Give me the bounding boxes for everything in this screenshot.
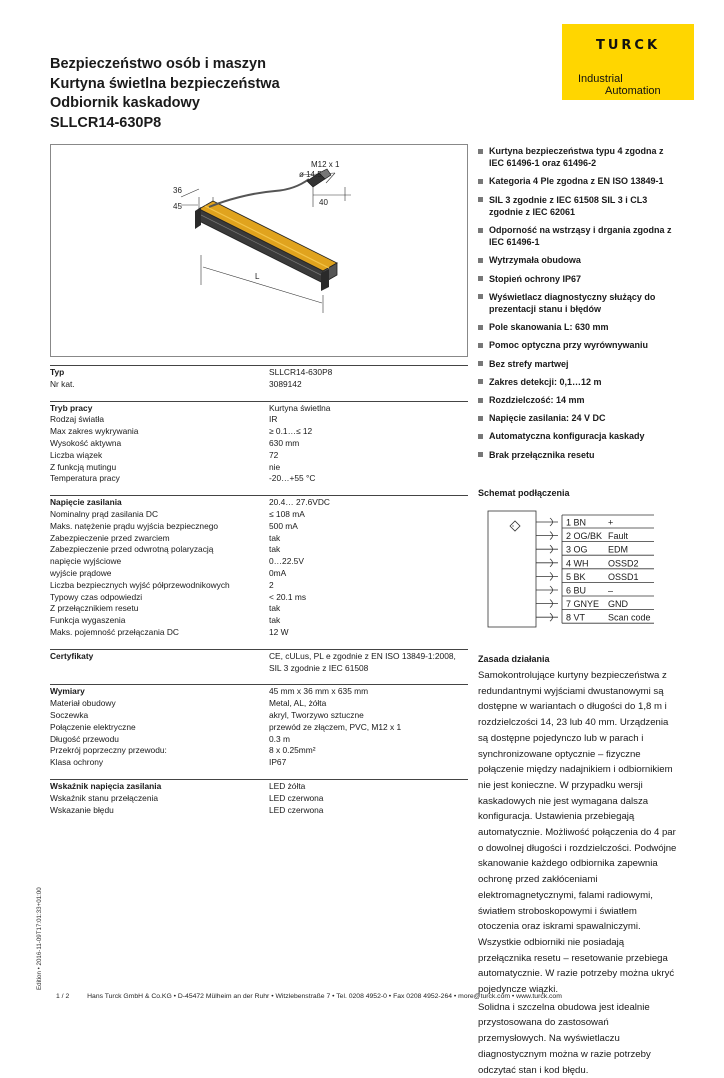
- feature-item: [478, 376, 678, 388]
- spec-row: [50, 450, 468, 462]
- feature-item: [478, 358, 678, 370]
- page-number: 1 / 2: [56, 993, 70, 1000]
- operation-title: Zasada działania: [478, 654, 550, 664]
- spec-key: napięcie wyjściowe: [50, 556, 122, 567]
- spec-value: 45 mm x 36 mm x 635 mm: [269, 686, 369, 697]
- spec-key: Funkcja wygaszenia: [50, 615, 126, 626]
- spec-value: CE, cULus, PL e zgodnie z EN ISO 13849-1:2008, SIL 3 zgodnie z IEC 61508: [269, 650, 456, 673]
- pin-label: 1 BN: [566, 517, 587, 528]
- feature-text: SIL 3 zgodnie z IEC 61508 SIL 3 i CL3 zgodnie z IEC 62061: [489, 194, 648, 217]
- bullet-square-icon: [478, 343, 483, 348]
- spec-value: LED czerwona: [269, 804, 324, 815]
- spec-row: [50, 615, 468, 627]
- operation-paragraph-1: Samokontrolujące kurtyny bezpieczeństwa z redundantnymi wyjściami dwustanowymi są dostępne w wariantach o długości do 1,8 m i rozdzielczości 14, 23 lub 40 mm. Urządzenia są dostępne pojedynczo lub w parach i synchronizowane optycznie – fizyczne połączenie między nadajnikiem i odbiornikiem nie jest konieczne. W przypadku wersji kaskadowych nie jest wymagana dalsza konfiguracja. Ustawienia przebiegają automatycznie. Możliwość połączenia do 4 par o dowolnej długości i rozdzielczości. Podwójne skanowanie każdego odbiornika zapewnia ochronę przed zakłóceniami elektromagnetycznymi, falami radiowymi, światłem stroboskopowymi i światłem otoczenia oraz iskrami spawalniczymi. Wszystkie odbiorniki nie posiadają przełącznika resetu – resetowanie przebiega automatycznie. W razie potrzeby można ukryć pojedyncze wiązki.: [478, 670, 677, 996]
- spec-key: Zabezpieczenie przed zwarciem: [50, 532, 170, 543]
- pin-signal: GND: [608, 599, 628, 610]
- title-line-3: Odbiornik kaskadowy: [50, 95, 200, 111]
- receiver-symbol-icon: [510, 521, 520, 531]
- spec-key: Typowy czas odpowiedzi: [50, 591, 143, 602]
- spec-key: Tryb pracy: [50, 402, 93, 413]
- spec-value: LED żółta: [269, 780, 306, 791]
- title-line-2: Kurtyna świetlna bezpieczeństwa: [50, 75, 280, 92]
- feature-text: Kurtyna bezpieczeństwa typu 4 zgodna z IEC 61496-1 oraz 61496-2: [489, 146, 664, 169]
- bullet-square-icon: [478, 416, 483, 421]
- bullet-square-icon: [478, 197, 483, 202]
- spec-key: Rodzaj światła: [50, 414, 104, 425]
- wiring-schematic: [478, 508, 656, 638]
- pin-label: 7 GNYE: [566, 599, 600, 610]
- spec-key: Max zakres wykrywania: [50, 426, 139, 437]
- spec-value: < 20.1 ms: [269, 591, 307, 602]
- spec-row: [50, 745, 468, 757]
- spec-group-header: [50, 686, 468, 698]
- spec-row: [50, 544, 468, 556]
- bullet-square-icon: [478, 179, 483, 184]
- spec-value: 72: [269, 449, 279, 460]
- spec-group: [50, 365, 468, 391]
- pin-label: 2 OG/BK: [566, 531, 603, 542]
- spec-row: [50, 627, 468, 639]
- spec-row: [50, 793, 468, 805]
- turck-logo: [562, 24, 694, 100]
- feature-text: Pomoc optyczna przy wyrównywaniu: [489, 340, 649, 351]
- dim-45: 45: [173, 202, 182, 211]
- pin-signal: Fault: [608, 531, 629, 542]
- company-address: Hans Turck GmbH & Co.KG • D-45472 Mülheim an der Ruhr • Witzlebenstraße 7 • Tel. 0208 4952-0 • Fax 0208 4952-264 • more@turck.com • www.turck.com: [87, 993, 562, 1000]
- spec-value: tak: [269, 544, 281, 555]
- spec-value: 500 mA: [269, 520, 298, 531]
- bullet-square-icon: [478, 434, 483, 439]
- spec-value: 12 W: [269, 626, 289, 637]
- feature-text: Stopień ochrony IP67: [489, 273, 582, 284]
- spec-value: akryl, Tworzywo sztuczne: [269, 709, 364, 720]
- feature-text: Zakres detekcji: 0,1…12 m: [489, 376, 602, 387]
- pin-signal: OSSD1: [608, 571, 639, 582]
- spec-value: IR: [269, 414, 278, 425]
- pin-label: 6 BU: [566, 585, 587, 596]
- spec-value: SLLCR14-630P8: [269, 367, 333, 377]
- pin-signal: EDM: [608, 544, 628, 555]
- spec-group-header: [50, 367, 468, 379]
- dim-l: L: [255, 272, 260, 281]
- product-drawing: [50, 144, 468, 357]
- spec-row: [50, 426, 468, 438]
- spec-key: Typ: [50, 367, 65, 377]
- feature-text: Odporność na wstrząsy i drgania zgodna z IEC 61496-1: [489, 225, 672, 248]
- spec-value: 3089142: [269, 378, 302, 389]
- spec-value: tak: [269, 532, 281, 543]
- spec-key: Wskazanie błędu: [50, 804, 114, 815]
- spec-row: [50, 568, 468, 580]
- spec-row: [50, 722, 468, 734]
- spec-key: Liczba wiązek: [50, 449, 103, 460]
- feature-item: [478, 430, 678, 442]
- spec-key: wyjście prądowe: [50, 567, 112, 578]
- spec-row: [50, 710, 468, 722]
- spec-table: [50, 365, 468, 826]
- spec-key: Zabezpieczenie przed odwrotną polaryzacją: [50, 544, 214, 555]
- spec-row: [50, 462, 468, 474]
- schematic-pin: [536, 599, 654, 610]
- spec-row: [50, 805, 468, 817]
- logo-industrial: Industrial: [578, 73, 623, 85]
- spec-value: -20…+55 °C: [269, 473, 316, 484]
- spec-group-header: [50, 651, 468, 675]
- feature-item: [478, 449, 678, 461]
- spec-key: Wskaźnik stanu przełączenia: [50, 792, 158, 803]
- bullet-square-icon: [478, 325, 483, 330]
- logo-wordmark: TURCK: [595, 38, 661, 53]
- bullet-square-icon: [478, 398, 483, 403]
- spec-value: przewód ze złączem, PVC, M12 x 1: [269, 721, 402, 732]
- feature-text: Wyświetlacz diagnostyczny służący do prezentacji stanu i błędów: [489, 291, 656, 315]
- spec-key: Nominalny prąd zasilania DC: [50, 508, 158, 519]
- pin-label: 8 VT: [566, 612, 586, 623]
- spec-value: 2: [269, 579, 274, 590]
- feature-item: [478, 291, 678, 315]
- operation-paragraph-2: Solidna i szczelna obudowa jest idealnie przystosowana do zastosowań przemysłowych. Na wyświetlaczu diagnostycznym można w razie potrzeby odczytać stan i kod błędu.: [478, 1001, 651, 1076]
- spec-group: [50, 495, 468, 639]
- spec-group: [50, 649, 468, 675]
- spec-key: Liczba bezpiecznych wyjść półprzewodnikowych: [50, 579, 230, 590]
- bullet-square-icon: [478, 258, 483, 263]
- spec-group: [50, 779, 468, 816]
- spec-value: tak: [269, 615, 281, 626]
- pin-signal: –: [608, 585, 614, 596]
- feature-text: Brak przełącznika resetu: [489, 449, 595, 460]
- spec-group-header: [50, 497, 468, 509]
- feature-item: [478, 412, 678, 424]
- dim-36: 36: [173, 186, 182, 195]
- spec-key: Temperatura pracy: [50, 473, 120, 484]
- pin-label: 3 OG: [566, 544, 588, 555]
- spec-value: ≥ 0.1…≤ 12: [269, 426, 313, 437]
- spec-key: Materiał obudowy: [50, 698, 116, 709]
- spec-value: tak: [269, 603, 281, 614]
- spec-key: Napięcie zasilania: [50, 497, 122, 508]
- spec-key: Nr kat.: [50, 378, 75, 389]
- spec-row: [50, 580, 468, 592]
- spec-value: 630 mm: [269, 437, 300, 448]
- edition-stamp: Edition • 2016-11-09T17:01:33+01:00: [36, 887, 43, 990]
- spec-value: 0.3 m: [269, 733, 290, 744]
- feature-item: [478, 273, 678, 285]
- spec-key: Wskaźnik napięcia zasilania: [50, 780, 162, 791]
- spec-row: [50, 533, 468, 545]
- spec-value: 20.4… 27.6VDC: [269, 497, 330, 508]
- spec-key: Maks. natężenie prądu wyjścia bezpiecznego: [50, 520, 219, 531]
- operation-text: [478, 668, 678, 1078]
- light-curtain-drawing: [51, 145, 469, 358]
- schematic-pin: [536, 572, 654, 583]
- spec-group-header: [50, 403, 468, 415]
- bullet-square-icon: [478, 452, 483, 457]
- dim-diameter: ø 14.5: [299, 170, 322, 179]
- dim-40: 40: [319, 198, 328, 207]
- spec-row: [50, 414, 468, 426]
- spec-value: IP67: [269, 757, 287, 768]
- spec-key: Wysokość aktywna: [50, 437, 122, 448]
- feature-item: [478, 145, 678, 169]
- title-line-4: SLLCR14-630P8: [50, 114, 162, 131]
- spec-value: Kurtyna świetlna: [269, 402, 331, 413]
- bullet-square-icon: [478, 228, 483, 233]
- feature-text: Automatyczna konfiguracja kaskady: [489, 431, 645, 442]
- spec-row: [50, 757, 468, 769]
- spec-row: [50, 521, 468, 533]
- spec-key: Połączenie elektryczne: [50, 721, 136, 732]
- schematic-title: Schemat podłączenia: [478, 488, 570, 498]
- spec-key: Certyfikaty: [50, 650, 94, 661]
- feature-text: Wytrzymała obudowa: [489, 255, 581, 266]
- spec-row: [50, 698, 468, 710]
- spec-key: Klasa ochrony: [50, 757, 104, 768]
- title-line-1: Bezpieczeństwo osób i maszyn: [50, 56, 266, 72]
- pin-signal: Scan code: [608, 612, 651, 623]
- spec-row: [50, 509, 468, 521]
- spec-row: [50, 556, 468, 568]
- schematic-pin: [536, 518, 654, 529]
- feature-item: [478, 394, 678, 406]
- feature-text: Kategoria 4 Ple zgodna z EN ISO 13849-1: [489, 176, 664, 187]
- product-title: [50, 55, 510, 133]
- spec-value: 8 x 0.25mm²: [269, 745, 316, 756]
- spec-key: Wymiary: [50, 686, 85, 697]
- pin-signal: OSSD2: [608, 558, 639, 569]
- spec-group: [50, 401, 468, 486]
- page-footer: [56, 993, 562, 1000]
- dim-connector: M12 x 1: [311, 160, 340, 169]
- spec-key: Soczewka: [50, 709, 89, 720]
- feature-item: [478, 175, 678, 187]
- feature-item: [478, 194, 678, 218]
- feature-item: [478, 321, 678, 333]
- spec-key: Przekrój poprzeczny przewodu:: [50, 745, 167, 756]
- spec-value: ≤ 108 mA: [269, 508, 305, 519]
- pin-label: 4 WH: [566, 558, 589, 569]
- bullet-square-icon: [478, 294, 483, 299]
- spec-group: [50, 684, 468, 769]
- feature-text: Rozdzielczość: 14 mm: [489, 395, 585, 406]
- schematic-pin: [536, 545, 654, 556]
- spec-row: [50, 438, 468, 450]
- bullet-square-icon: [478, 149, 483, 154]
- feature-text: Bez strefy martwej: [489, 358, 569, 369]
- schematic-pin: [536, 558, 654, 569]
- spec-row: [50, 473, 468, 485]
- spec-value: 0mA: [269, 567, 287, 578]
- spec-key: Z przełącznikiem resetu: [50, 603, 139, 614]
- feature-item: [478, 224, 678, 248]
- bullet-square-icon: [478, 379, 483, 384]
- pin-signal: +: [608, 517, 614, 528]
- spec-value: LED czerwona: [269, 792, 324, 803]
- spec-value: nie: [269, 461, 281, 472]
- spec-value: 0…22.5V: [269, 556, 304, 567]
- logo-automation: Automation: [605, 85, 661, 97]
- feature-item: [478, 339, 678, 351]
- schematic-pin: [536, 586, 654, 597]
- feature-text: Napięcie zasilania: 24 V DC: [489, 413, 606, 424]
- feature-text: Pole skanowania L: 630 mm: [489, 322, 609, 333]
- spec-key: Maks. pojemność przełączania DC: [50, 626, 179, 637]
- bullet-square-icon: [478, 276, 483, 281]
- feature-list: [478, 145, 678, 467]
- schematic-pin: [536, 613, 654, 624]
- spec-row: [50, 592, 468, 604]
- spec-row: [50, 379, 468, 391]
- spec-row: [50, 734, 468, 746]
- spec-value: Metal, AL, żółta: [269, 698, 327, 709]
- spec-group-header: [50, 781, 468, 793]
- feature-item: [478, 254, 678, 266]
- schematic-pin: [536, 531, 654, 542]
- spec-row: [50, 603, 468, 615]
- spec-key: Z funkcją mutingu: [50, 461, 117, 472]
- spec-key: Długość przewodu: [50, 733, 119, 744]
- bullet-square-icon: [478, 361, 483, 366]
- pin-label: 5 BK: [566, 571, 586, 582]
